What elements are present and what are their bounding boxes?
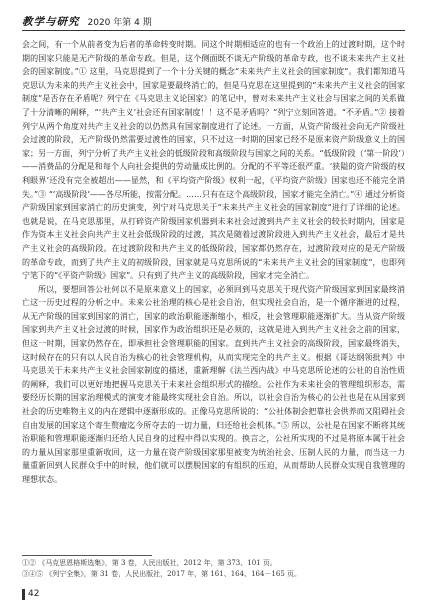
page-number [22, 588, 39, 600]
running-header [22, 13, 405, 29]
footnotes [22, 558, 405, 580]
issue-label: 2020 年第 4 期 [87, 17, 152, 28]
page-number-bar [22, 589, 25, 600]
body-paragraph: 会之间，有一个从前者变为后者的革命转变时期。同这个时期相适应的也有一个政治上的过渡时期，这个时期的国家只能是无产阶级的革命专政。但是，这个侧面既不谈无产阶级的革命专政，也不谈未来共产主义社会的国家制度。”① 这里，马克思提到了一个十分关键的概念“未来共产主义社会的国家制度”。我们都知道马克思认为未来的共产主义社会中，国家是要最终消亡的，但是马克思在这里提到的“未来共产主义社会的国家制度”是否存在矛盾呢？列宁在《马克思主义论国家》的笔记中，曾对未来共产主义社会与国家之间的关系做了十分清晰的阐释，“‘共产主义’社会还有国家制度！！这不是矛盾吗？”列宁立刻回答道。“不矛盾。”② 接着列宁从两个角度对共产主义社会的以仍然具有国家制度进行了论述。一方面，从资产阶级社会向无产阶级社会过渡的阶段，无产阶级仍然需要过渡性的国家，只不过这一时期的国家已经不是原来资产阶级意义上的国家；另一方面，列宁分析了共产主义社会的低级阶段和高级阶段与国家之间的关系。“低级阶段（‘第一阶段’）——消费品的分配是和每个人向社会提供的劳动量成比例的。分配的不平等还很严重。‘狭隘的资产阶级的权利眼界’还没有完全被超出——显然，和《平均资产阶级》权利一起，《平均资产阶级》国家也还不能完全消失。”③ “‘高级阶段’——各尽所能，按需分配。……只有在这个高级阶段，国家才能完全消亡。”④ 通过分析资产阶级国家到国家消亡的历史演变，列宁对马克思关于“未来共产主义社会的国家制度”进行了详细的论述。也就是说，在马克思那里，从打碎资产阶级国家机器到未来社会过渡到共产主义社会的较长时期内，国家是作为资本主义社会向共产主义社会低级阶段的过渡，其次是随着过渡阶段进入到共产主义社会，最后才是共产主义社会的高级阶段。在过渡阶段和共产主义的低级阶段，国家都仍然存在，过渡阶段对应的是无产阶级的革命专政，而到了共产主义的初级阶段，国家就是马克思所说的“未来共产主义社会的国家制度”，也即列宁笔下的“《平资产阶级》国家”。只有到了共产主义的高级阶段，国家才完全消亡。 [22, 40, 405, 281]
page-number-label: 42 [28, 589, 40, 599]
footnote-divider [22, 555, 152, 556]
body-paragraph: 所以，要想回答公社何以不是原来意义上的国家，必须回到马克思关于现代资产阶级国家到国家最终消亡这一历史过程的分析之中。未来公社治理的核心是社会自治，但实现社会自治，是一个循序渐进的过程，从无产阶级的国家到国家的消亡，国家的政治职能逐渐缩小，相反，社会管理职能逐渐扩大。当从资产阶级国家到共产主义社会过渡的时候，国家作为政治组织还是必须的，这就是进入到共产主义社会之前的国家，但这一时期，国家仍然存在，即承担社会管理职能的国家。直到共产主义社会的高级阶段，国家最终消失，这时候存在的只有以人民自治为核心的社会管理机构，从而实现完全的共产主义。根据《哥达纲领批判》中马克思关于未来共产主义社会国家制度的描述，重新理解《法兰西内战》中马克思所论述的公社的自治性质的阐释，我们可以更好地把握马克思关于未来社会组织形式的描绘。公社作为未来社会的管理组织形态，需要经历长期的国家治理模式的演变才能最终实现社会自治。所以，以社会自治为核心的公社也是在从国家到社会的历史唯物主义的内在逻辑中逐渐形成的。正像马克思所说的：“公社体制会把靠社会供养而又阻碍社会自由发展的国家这个寄生赘瘤迄今所夺去的一切力量，归还给社会机体。”⑤ 所以，公社是在国家不断将其统治职能和管理职能逐渐归还给人民自身的过程中得以实现的。换言之，公社所实现的不过是将原本属于社会的力量从国家那里重新收回，这一力量在资产阶级国家那里被变为统治社会、压制人民的力量，而当这一力量重新回到人民群众手中的时候，他们就可以摆脱国家的有组织的压迫，从而帮助人民群众实现自我管理的理想状态。 [22, 284, 405, 484]
header-divider [22, 30, 405, 31]
footnote: ①② 《马克思恩格斯选集》，第 3 卷，人民出版社，2012 年，第 373、101 页。 [22, 559, 277, 567]
footnote: ③④⑤ 《列宁全集》，第 31 卷，人民出版社，2017 年，第 161、164、164－165 页。 [22, 570, 302, 578]
journal-name: 教学与研究 [22, 15, 80, 28]
article-body [22, 38, 405, 487]
